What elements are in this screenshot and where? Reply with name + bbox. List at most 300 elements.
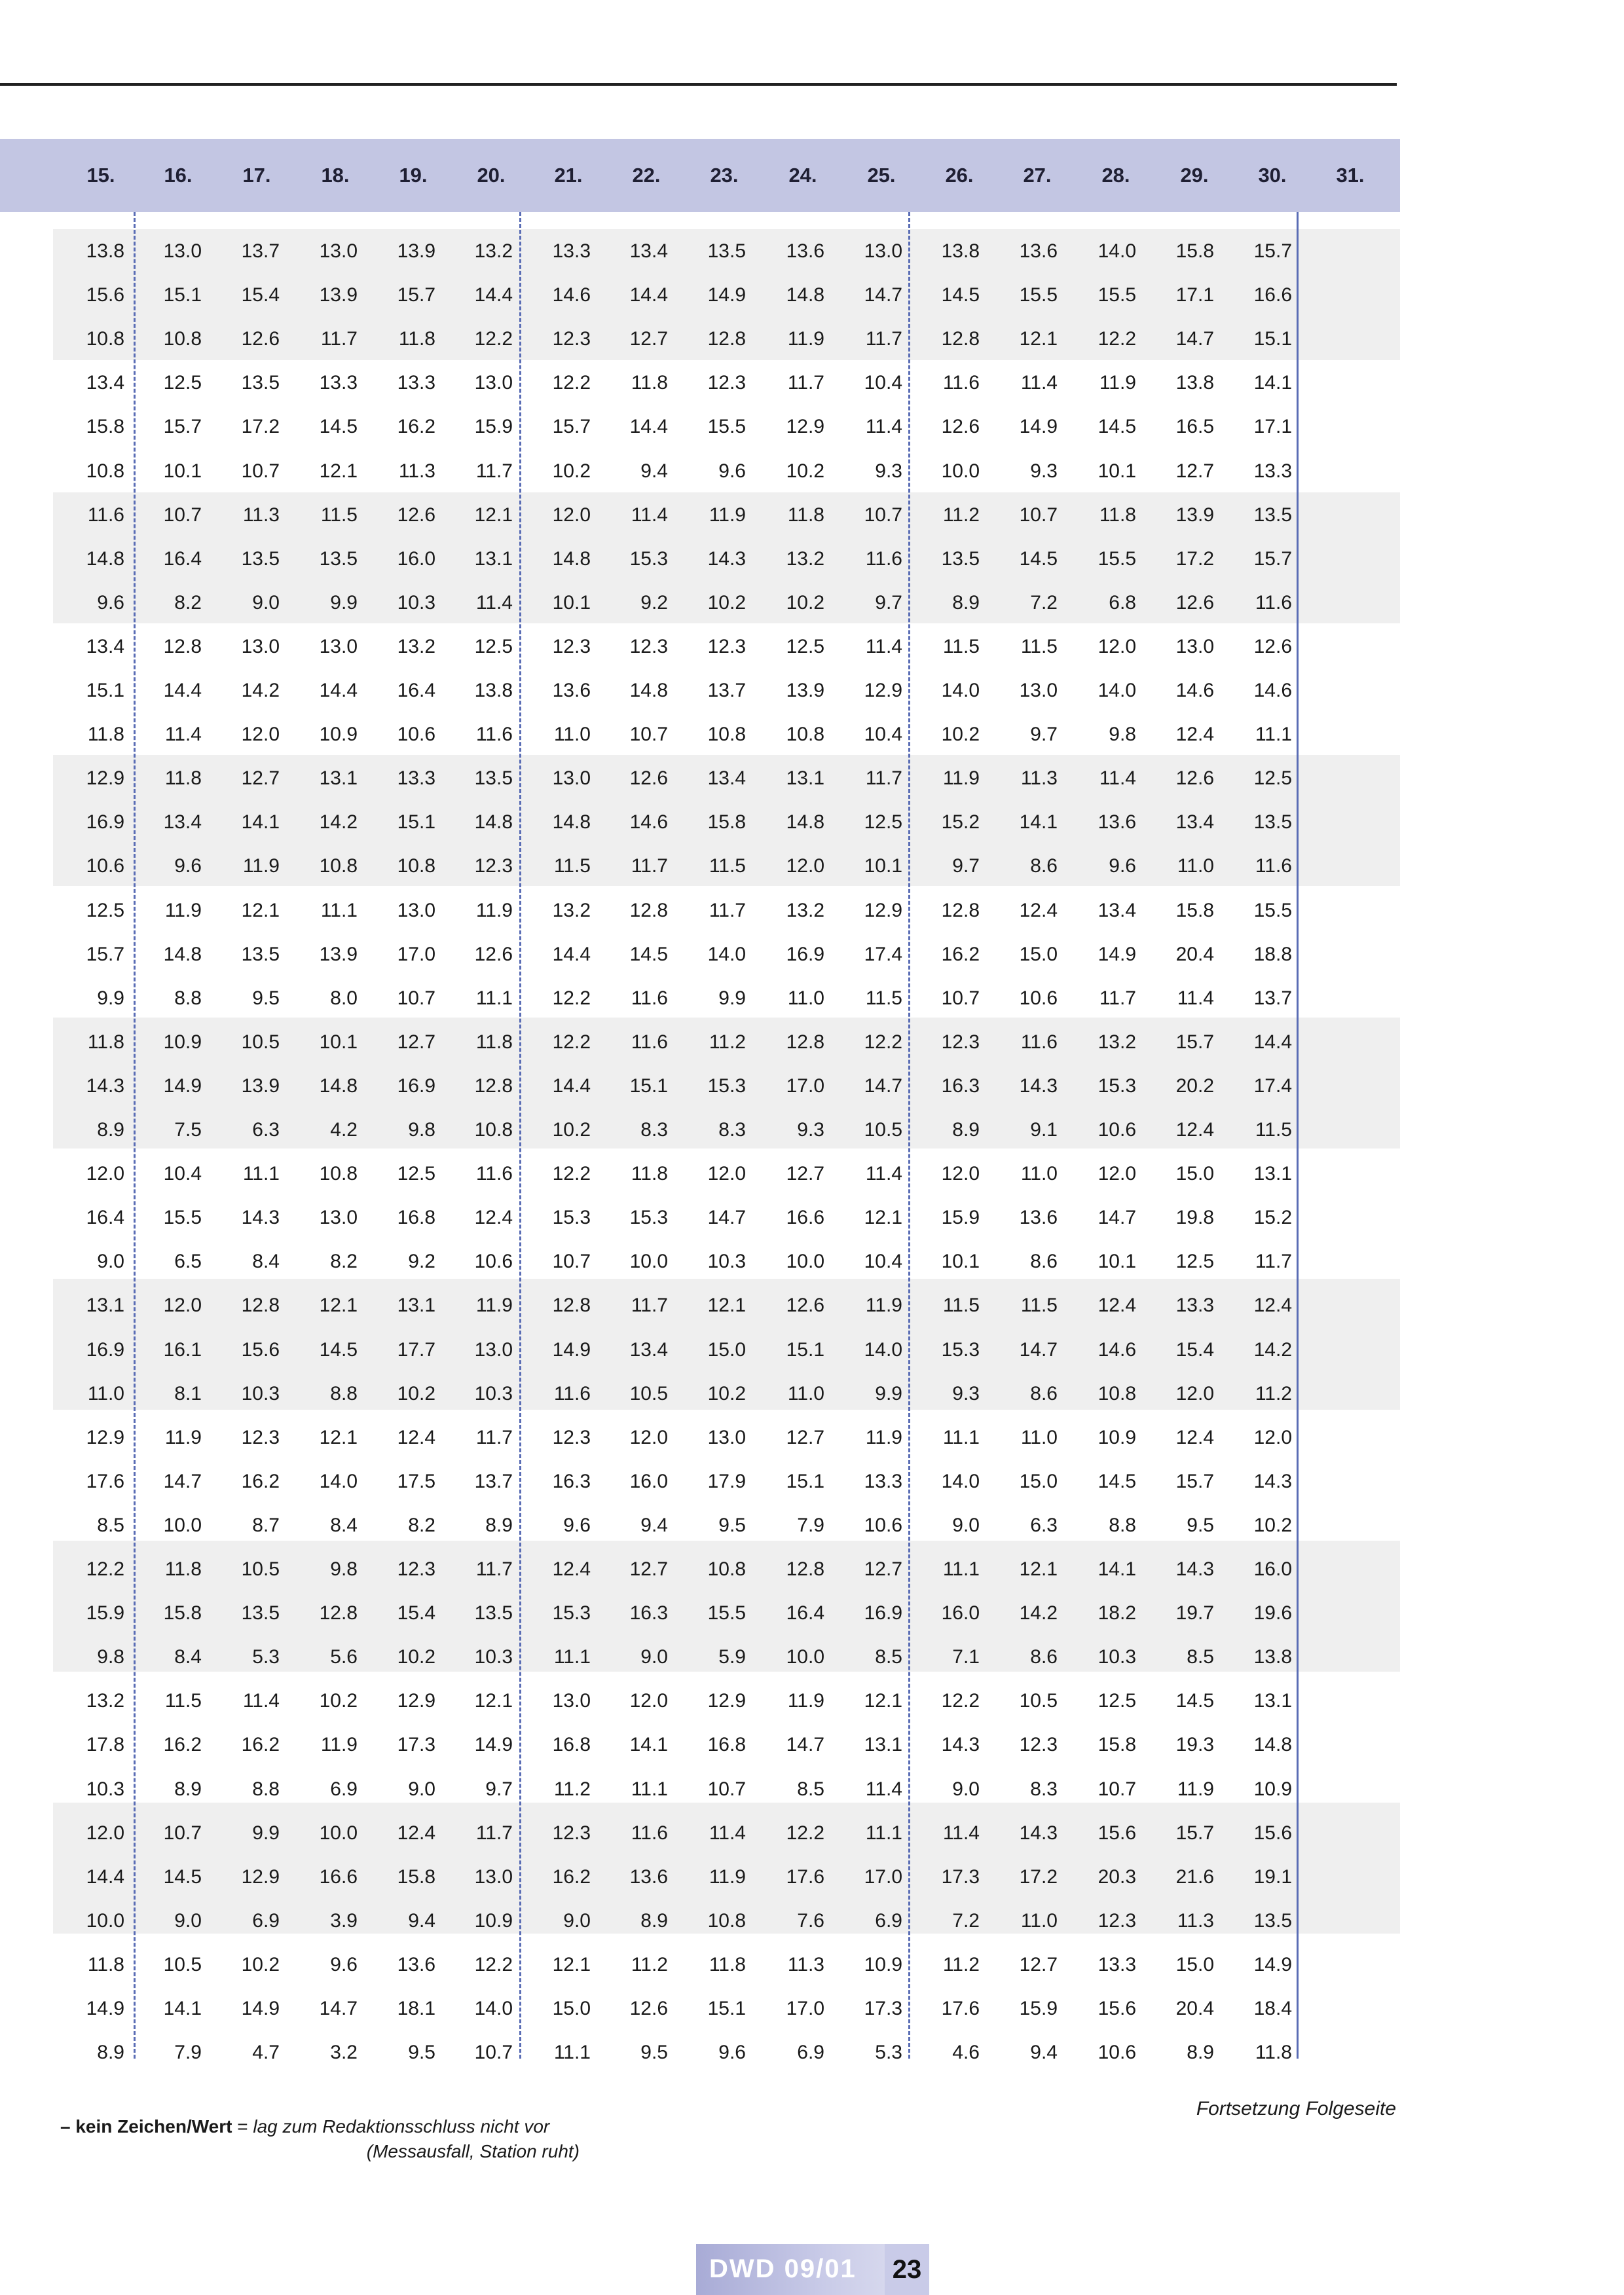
table-cell: 14.4 bbox=[474, 284, 513, 306]
table-cell: 10.8 bbox=[1098, 1382, 1136, 1405]
table-cell: 9.5 bbox=[718, 1514, 746, 1536]
table-cell: 14.1 bbox=[163, 1998, 202, 2019]
table-cell: 12.8 bbox=[941, 899, 980, 921]
table-cell: 12.1 bbox=[1019, 328, 1058, 350]
table-cell: 11.5 bbox=[865, 987, 902, 1009]
table-cell: 8.5 bbox=[97, 1514, 124, 1536]
day-header: 26. bbox=[945, 164, 974, 187]
table-cell: 15.9 bbox=[941, 1207, 980, 1229]
table-cell: 12.9 bbox=[864, 680, 902, 701]
table-cell: 16.3 bbox=[629, 1602, 668, 1625]
table-cell: 11.4 bbox=[1177, 987, 1214, 1009]
table-cell: 9.0 bbox=[252, 591, 280, 614]
table-cell: 12.6 bbox=[474, 943, 513, 965]
table-cell: 12.3 bbox=[474, 855, 513, 877]
table-cell: 13.0 bbox=[474, 372, 513, 394]
table-cell: 14.5 bbox=[1098, 416, 1136, 438]
table-cell: 14.6 bbox=[1175, 680, 1214, 701]
table-cell: 11.9 bbox=[942, 767, 980, 790]
top-rule bbox=[0, 83, 1397, 86]
table-cell: 12.2 bbox=[552, 372, 591, 394]
table-cell: 6.9 bbox=[797, 2042, 824, 2064]
day-header: 29. bbox=[1180, 164, 1209, 187]
table-cell: 18.1 bbox=[397, 1998, 435, 2019]
table-cell: 14.9 bbox=[163, 1074, 202, 1097]
table-cell: 13.1 bbox=[864, 1734, 902, 1756]
table-cell: 10.2 bbox=[941, 724, 980, 746]
table-cell: 12.3 bbox=[241, 1426, 280, 1448]
table-cell: 16.4 bbox=[86, 1207, 124, 1229]
table-cell: 11.4 bbox=[865, 635, 902, 657]
table-cell: 20.4 bbox=[1175, 943, 1214, 965]
table-cell: 10.2 bbox=[552, 460, 591, 482]
table-cell: 11.7 bbox=[475, 1426, 513, 1448]
table-cell: 4.7 bbox=[252, 2042, 280, 2064]
table-cell: 18.8 bbox=[1253, 943, 1292, 965]
table-cell: 15.9 bbox=[1019, 1998, 1058, 2019]
table-cell: 11.1 bbox=[320, 899, 358, 921]
day-header: 21. bbox=[554, 164, 583, 187]
table-cell: 12.3 bbox=[1019, 1734, 1058, 1756]
table-cell: 10.9 bbox=[319, 724, 358, 746]
day-header: 15. bbox=[86, 164, 115, 187]
table-cell: 15.9 bbox=[86, 1602, 124, 1625]
table-cell: 13.5 bbox=[1253, 1909, 1292, 1932]
table-cell: 17.6 bbox=[941, 1998, 980, 2019]
table-cell: 14.5 bbox=[319, 1338, 358, 1361]
table-cell: 11.8 bbox=[87, 724, 124, 746]
table-cell: 13.6 bbox=[786, 240, 824, 262]
table-cell: 13.0 bbox=[1019, 680, 1058, 701]
table-cell: 12.8 bbox=[941, 328, 980, 350]
table-cell: 9.5 bbox=[408, 2042, 435, 2064]
table-cell: 13.9 bbox=[397, 240, 435, 262]
table-cell: 13.3 bbox=[552, 240, 591, 262]
table-cell: 8.0 bbox=[330, 987, 358, 1009]
table-cell: 8.8 bbox=[252, 1778, 280, 1800]
table-cell: 8.2 bbox=[408, 1514, 435, 1536]
table-cell: 11.4 bbox=[865, 416, 902, 438]
table-cell: 9.0 bbox=[640, 1646, 668, 1668]
table-cell: 13.5 bbox=[241, 547, 280, 570]
table-cell: 11.5 bbox=[553, 855, 591, 877]
table-cell: 15.7 bbox=[552, 416, 591, 438]
table-cell: 8.4 bbox=[174, 1646, 202, 1668]
table-cell: 11.4 bbox=[865, 1163, 902, 1185]
table-cell: 13.9 bbox=[1175, 504, 1214, 526]
table-cell: 11.2 bbox=[709, 1031, 746, 1053]
table-cell: 16.0 bbox=[1253, 1558, 1292, 1580]
dashed-separator bbox=[908, 212, 910, 2059]
page-footer bbox=[696, 2244, 929, 2295]
table-cell: 11.6 bbox=[475, 724, 513, 746]
table-cell: 19.1 bbox=[1253, 1865, 1292, 1888]
table-cell: 16.9 bbox=[864, 1602, 902, 1625]
day-header: 31. bbox=[1336, 164, 1365, 187]
table-cell: 11.7 bbox=[865, 767, 902, 790]
table-cell: 11.9 bbox=[164, 899, 202, 921]
table-cell: 10.8 bbox=[707, 1558, 746, 1580]
table-cell: 11.9 bbox=[865, 1294, 902, 1317]
table-cell: 11.7 bbox=[631, 1294, 668, 1317]
table-cell: 12.2 bbox=[552, 1163, 591, 1185]
table-cell: 13.9 bbox=[786, 680, 824, 701]
table-cell: 10.6 bbox=[397, 724, 435, 746]
table-cell: 10.7 bbox=[707, 1778, 746, 1800]
table-cell: 16.9 bbox=[786, 943, 824, 965]
table-cell: 14.3 bbox=[241, 1207, 280, 1229]
table-cell: 11.7 bbox=[1099, 987, 1136, 1009]
table-cell: 10.1 bbox=[163, 460, 202, 482]
table-cell: 17.8 bbox=[86, 1734, 124, 1756]
table-cell: 14.5 bbox=[1175, 1690, 1214, 1712]
table-cell: 7.5 bbox=[174, 1119, 202, 1141]
table-cell: 12.9 bbox=[241, 1865, 280, 1888]
table-cell: 17.2 bbox=[241, 416, 280, 438]
table-cell: 15.5 bbox=[1098, 284, 1136, 306]
table-cell: 11.4 bbox=[942, 1822, 980, 1844]
table-cell: 12.4 bbox=[1175, 1119, 1214, 1141]
table-cell: 17.5 bbox=[397, 1470, 435, 1492]
table-cell: 14.5 bbox=[1019, 547, 1058, 570]
table-cell: 12.0 bbox=[1098, 635, 1136, 657]
table-cell: 11.9 bbox=[1177, 1778, 1214, 1800]
table-cell: 10.7 bbox=[941, 987, 980, 1009]
table-cell: 14.1 bbox=[629, 1734, 668, 1756]
table-cell: 12.3 bbox=[1098, 1909, 1136, 1932]
table-cell: 15.0 bbox=[552, 1998, 591, 2019]
table-cell: 13.2 bbox=[397, 635, 435, 657]
table-cell: 4.6 bbox=[952, 2042, 980, 2064]
table-cell: 12.1 bbox=[864, 1207, 902, 1229]
table-cell: 10.8 bbox=[86, 328, 124, 350]
table-cell: 11.4 bbox=[242, 1690, 280, 1712]
table-cell: 10.0 bbox=[319, 1822, 358, 1844]
table-cell: 9.4 bbox=[640, 460, 668, 482]
table-cell: 11.0 bbox=[787, 987, 824, 1009]
table-cell: 9.5 bbox=[1187, 1514, 1214, 1536]
table-cell: 11.4 bbox=[631, 504, 668, 526]
table-cell: 12.0 bbox=[629, 1690, 668, 1712]
table-cell: 12.6 bbox=[629, 1998, 668, 2019]
table-cell: 12.2 bbox=[941, 1690, 980, 1712]
table-cell: 8.3 bbox=[640, 1119, 668, 1141]
table-cell: 8.9 bbox=[485, 1514, 513, 1536]
table-cell: 13.8 bbox=[1253, 1646, 1292, 1668]
table-cell: 11.7 bbox=[865, 328, 902, 350]
table-cell: 12.3 bbox=[629, 635, 668, 657]
table-cell: 15.3 bbox=[629, 1207, 668, 1229]
table-cell: 9.9 bbox=[252, 1822, 280, 1844]
table-cell: 9.1 bbox=[1030, 1119, 1058, 1141]
table-cell: 12.3 bbox=[552, 635, 591, 657]
table-cell: 13.8 bbox=[474, 680, 513, 701]
table-cell: 12.1 bbox=[474, 1690, 513, 1712]
table-cell: 15.0 bbox=[1175, 1163, 1214, 1185]
table-cell: 12.3 bbox=[707, 372, 746, 394]
table-cell: 13.5 bbox=[474, 1602, 513, 1625]
table-cell: 17.3 bbox=[397, 1734, 435, 1756]
table-cell: 11.6 bbox=[631, 987, 668, 1009]
table-cell: 11.8 bbox=[709, 1953, 746, 1975]
table-cell: 13.4 bbox=[86, 635, 124, 657]
table-cell: 15.1 bbox=[397, 811, 435, 834]
table-cell: 10.9 bbox=[864, 1953, 902, 1975]
legend-symbol: – kein Zeichen/Wert bbox=[60, 2116, 232, 2137]
table-cell: 12.3 bbox=[397, 1558, 435, 1580]
table-cell: 11.8 bbox=[164, 767, 202, 790]
table-cell: 16.4 bbox=[397, 680, 435, 701]
table-cell: 14.6 bbox=[1253, 680, 1292, 701]
table-cell: 14.9 bbox=[1098, 943, 1136, 965]
table-cell: 14.9 bbox=[1019, 416, 1058, 438]
table-cell: 11.1 bbox=[631, 1778, 668, 1800]
table-cell: 12.5 bbox=[1098, 1690, 1136, 1712]
table-cell: 12.5 bbox=[474, 635, 513, 657]
table-cell: 14.8 bbox=[552, 811, 591, 834]
table-cell: 14.3 bbox=[707, 547, 746, 570]
table-cell: 16.2 bbox=[397, 416, 435, 438]
table-cell: 16.6 bbox=[1253, 284, 1292, 306]
table-cell: 14.9 bbox=[474, 1734, 513, 1756]
table-cell: 13.4 bbox=[707, 767, 746, 790]
table-cell: 11.9 bbox=[475, 1294, 513, 1317]
table-cell: 16.8 bbox=[707, 1734, 746, 1756]
table-cell: 16.6 bbox=[786, 1207, 824, 1229]
table-cell: 8.6 bbox=[1030, 1251, 1058, 1273]
day-header: 27. bbox=[1023, 164, 1052, 187]
table-cell: 16.2 bbox=[241, 1734, 280, 1756]
table-cell: 12.5 bbox=[864, 811, 902, 834]
table-cell: 9.6 bbox=[1109, 855, 1136, 877]
table-cell: 17.7 bbox=[397, 1338, 435, 1361]
table-cell: 13.6 bbox=[629, 1865, 668, 1888]
table-cell: 15.8 bbox=[707, 811, 746, 834]
table-cell: 13.3 bbox=[397, 767, 435, 790]
table-cell: 15.5 bbox=[1253, 899, 1292, 921]
table-cell: 10.9 bbox=[1098, 1426, 1136, 1448]
table-cell: 12.7 bbox=[786, 1426, 824, 1448]
table-cell: 13.3 bbox=[319, 372, 358, 394]
table-cell: 10.2 bbox=[1253, 1514, 1292, 1536]
table-cell: 9.3 bbox=[1030, 460, 1058, 482]
table-cell: 17.1 bbox=[1253, 416, 1292, 438]
table-cell: 6.9 bbox=[252, 1909, 280, 1932]
table-cell: 16.5 bbox=[1175, 416, 1214, 438]
table-cell: 11.8 bbox=[475, 1031, 513, 1053]
table-cell: 13.7 bbox=[707, 680, 746, 701]
table-cell: 12.4 bbox=[1098, 1294, 1136, 1317]
table-cell: 14.5 bbox=[163, 1865, 202, 1888]
table-cell: 10.4 bbox=[864, 724, 902, 746]
table-cell: 8.3 bbox=[718, 1119, 746, 1141]
table-cell: 6.5 bbox=[174, 1251, 202, 1273]
table-cell: 12.9 bbox=[86, 1426, 124, 1448]
table-cell: 14.7 bbox=[864, 284, 902, 306]
table-cell: 9.8 bbox=[408, 1119, 435, 1141]
table-cell: 15.7 bbox=[1175, 1470, 1214, 1492]
table-cell: 10.2 bbox=[241, 1953, 280, 1975]
table-cell: 14.8 bbox=[474, 811, 513, 834]
table-cell: 21.6 bbox=[1175, 1865, 1214, 1888]
table-cell: 11.6 bbox=[631, 1822, 668, 1844]
table-cell: 16.0 bbox=[629, 1470, 668, 1492]
table-cell: 11.0 bbox=[1020, 1909, 1058, 1932]
table-cell: 14.4 bbox=[86, 1865, 124, 1888]
table-cell: 11.6 bbox=[631, 1031, 668, 1053]
table-cell: 15.6 bbox=[1098, 1998, 1136, 2019]
table-cell: 15.7 bbox=[86, 943, 124, 965]
table-cell: 12.4 bbox=[1175, 1426, 1214, 1448]
table-cell: 15.1 bbox=[629, 1074, 668, 1097]
table-cell: 11.1 bbox=[1255, 724, 1292, 746]
table-cell: 14.7 bbox=[786, 1734, 824, 1756]
table-cell: 12.0 bbox=[786, 855, 824, 877]
table-cell: 14.4 bbox=[163, 680, 202, 701]
table-cell: 14.3 bbox=[86, 1074, 124, 1097]
table-cell: 19.3 bbox=[1175, 1734, 1214, 1756]
table-cell: 12.8 bbox=[629, 899, 668, 921]
table-cell: 12.1 bbox=[1019, 1558, 1058, 1580]
table-cell: 10.2 bbox=[707, 591, 746, 614]
table-cell: 15.8 bbox=[86, 416, 124, 438]
table-cell: 12.2 bbox=[86, 1558, 124, 1580]
table-cell: 9.9 bbox=[97, 987, 124, 1009]
day-header: 28. bbox=[1101, 164, 1130, 187]
table-cell: 18.4 bbox=[1253, 1998, 1292, 2019]
table-cell: 17.6 bbox=[786, 1865, 824, 1888]
table-cell: 12.3 bbox=[552, 328, 591, 350]
table-cell: 11.5 bbox=[1020, 1294, 1058, 1317]
table-cell: 10.5 bbox=[163, 1953, 202, 1975]
table-cell: 10.6 bbox=[474, 1251, 513, 1273]
table-cell: 17.6 bbox=[86, 1470, 124, 1492]
table-cell: 10.8 bbox=[707, 724, 746, 746]
table-cell: 9.9 bbox=[330, 591, 358, 614]
table-cell: 14.0 bbox=[941, 1470, 980, 1492]
table-cell: 10.7 bbox=[241, 460, 280, 482]
table-cell: 11.8 bbox=[87, 1031, 124, 1053]
table-cell: 9.7 bbox=[952, 855, 980, 877]
table-cell: 14.1 bbox=[1098, 1558, 1136, 1580]
table-cell: 3.2 bbox=[330, 2042, 358, 2064]
table-cell: 14.3 bbox=[1175, 1558, 1214, 1580]
table-cell: 8.9 bbox=[97, 1119, 124, 1141]
table-cell: 11.6 bbox=[942, 372, 980, 394]
table-cell: 7.1 bbox=[952, 1646, 980, 1668]
table-cell: 12.9 bbox=[786, 416, 824, 438]
table-cell: 13.8 bbox=[1175, 372, 1214, 394]
table-cell: 15.5 bbox=[163, 1207, 202, 1229]
table-cell: 12.4 bbox=[1175, 724, 1214, 746]
table-cell: 10.7 bbox=[552, 1251, 591, 1273]
table-cell: 15.0 bbox=[707, 1338, 746, 1361]
legend-line bbox=[60, 2116, 549, 2137]
table-cell: 15.1 bbox=[86, 680, 124, 701]
table-cell: 11.5 bbox=[164, 1690, 202, 1712]
table-cell: 17.0 bbox=[786, 1998, 824, 2019]
table-cell: 11.8 bbox=[87, 1953, 124, 1975]
table-cell: 9.6 bbox=[718, 2042, 746, 2064]
table-cell: 12.4 bbox=[1019, 899, 1058, 921]
table-cell: 13.1 bbox=[319, 767, 358, 790]
table-cell: 14.9 bbox=[1253, 1953, 1292, 1975]
table-cell: 16.2 bbox=[552, 1865, 591, 1888]
table-cell: 12.4 bbox=[397, 1822, 435, 1844]
table-cell: 12.2 bbox=[786, 1822, 824, 1844]
publication-label: DWD 09/01 bbox=[709, 2254, 857, 2283]
table-cell: 10.8 bbox=[319, 1163, 358, 1185]
table-cell: 13.0 bbox=[397, 899, 435, 921]
table-cell: 4.2 bbox=[330, 1119, 358, 1141]
table-cell: 11.5 bbox=[942, 1294, 980, 1317]
table-cell: 8.3 bbox=[1030, 1778, 1058, 1800]
table-cell: 9.0 bbox=[563, 1909, 591, 1932]
table-cell: 11.2 bbox=[942, 1953, 980, 1975]
table-cell: 14.1 bbox=[1019, 811, 1058, 834]
table-cell: 10.8 bbox=[163, 328, 202, 350]
table-cell: 12.9 bbox=[864, 899, 902, 921]
table-cell: 13.5 bbox=[241, 943, 280, 965]
table-cell: 11.9 bbox=[164, 1426, 202, 1448]
table-cell: 12.1 bbox=[864, 1690, 902, 1712]
table-cell: 15.7 bbox=[1175, 1822, 1214, 1844]
table-cell: 13.6 bbox=[1019, 1207, 1058, 1229]
day-header: 19. bbox=[399, 164, 428, 187]
table-cell: 11.3 bbox=[398, 460, 435, 482]
table-cell: 15.5 bbox=[707, 1602, 746, 1625]
table-cell: 15.4 bbox=[1175, 1338, 1214, 1361]
table-cell: 7.6 bbox=[797, 1909, 824, 1932]
table-cell: 12.1 bbox=[319, 1426, 358, 1448]
table-cell: 15.3 bbox=[629, 547, 668, 570]
table-cell: 12.0 bbox=[241, 724, 280, 746]
table-cell: 11.9 bbox=[787, 1690, 824, 1712]
table-cell: 14.2 bbox=[319, 811, 358, 834]
table-cell: 11.9 bbox=[787, 328, 824, 350]
table-cell: 9.7 bbox=[485, 1778, 513, 1800]
table-cell: 11.2 bbox=[553, 1778, 591, 1800]
table-cell: 9.6 bbox=[97, 591, 124, 614]
table-cell: 10.3 bbox=[474, 1382, 513, 1405]
table-cell: 9.8 bbox=[97, 1646, 124, 1668]
table-cell: 10.7 bbox=[163, 504, 202, 526]
table-cell: 15.1 bbox=[163, 284, 202, 306]
table-cell: 11.0 bbox=[787, 1382, 824, 1405]
table-cell: 14.2 bbox=[241, 680, 280, 701]
table-cell: 13.1 bbox=[474, 547, 513, 570]
table-cell: 12.8 bbox=[786, 1558, 824, 1580]
table-cell: 12.4 bbox=[397, 1426, 435, 1448]
table-cell: 16.1 bbox=[163, 1338, 202, 1361]
table-cell: 11.7 bbox=[631, 855, 668, 877]
table-cell: 14.8 bbox=[552, 547, 591, 570]
table-cell: 11.9 bbox=[242, 855, 280, 877]
table-cell: 6.9 bbox=[330, 1778, 358, 1800]
table-cell: 12.7 bbox=[864, 1558, 902, 1580]
table-cell: 10.6 bbox=[1098, 2042, 1136, 2064]
table-cell: 14.8 bbox=[319, 1074, 358, 1097]
table-cell: 11.6 bbox=[1255, 591, 1292, 614]
table-cell: 11.1 bbox=[475, 987, 513, 1009]
table-cell: 12.2 bbox=[552, 1031, 591, 1053]
table-cell: 14.4 bbox=[629, 284, 668, 306]
table-cell: 11.5 bbox=[1020, 635, 1058, 657]
table-cell: 10.1 bbox=[941, 1251, 980, 1273]
table-cell: 10.7 bbox=[864, 504, 902, 526]
table-cell: 15.8 bbox=[163, 1602, 202, 1625]
table-cell: 11.6 bbox=[1020, 1031, 1058, 1053]
